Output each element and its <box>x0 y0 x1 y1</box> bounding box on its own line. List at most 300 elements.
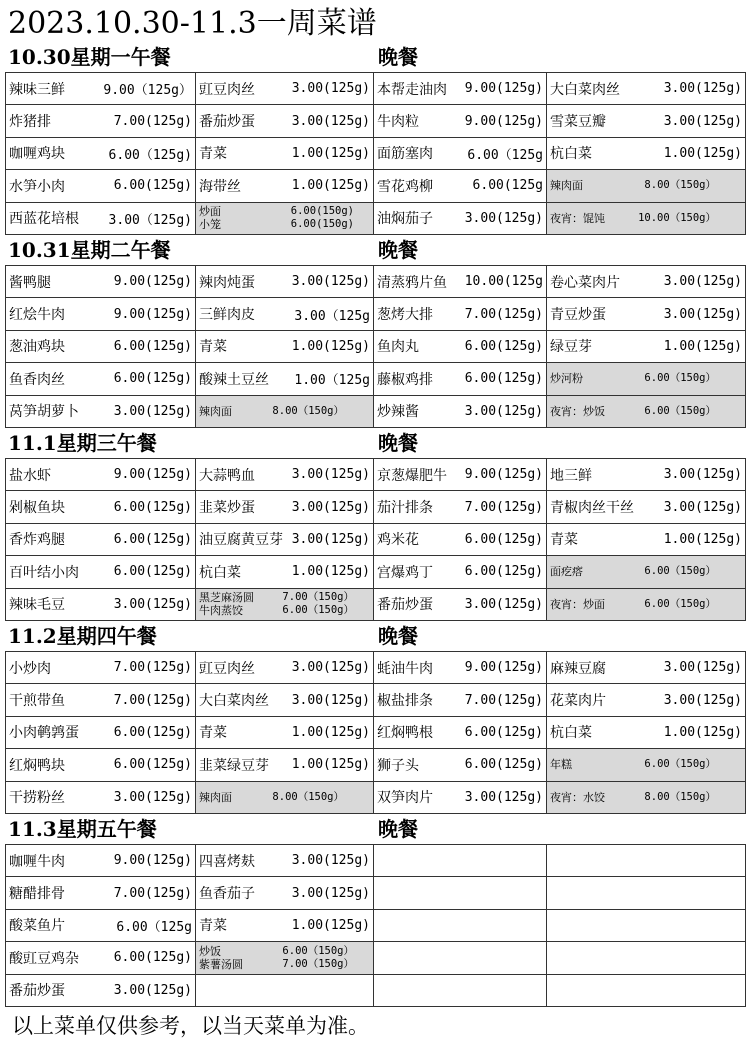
dish-price: 3.00(125g) <box>113 982 192 998</box>
special-item <box>199 604 370 617</box>
dish-price: 6.00(125g) <box>464 338 543 354</box>
dish-price: 7.00(125g) <box>464 692 543 708</box>
dish-cell <box>196 170 374 202</box>
dish-name: 卷心菜肉片 <box>550 274 620 291</box>
dish-cell <box>547 137 746 169</box>
dish-price: 6.00（150g） <box>644 565 716 578</box>
dish-name: 韭菜绿豆芽 <box>199 757 269 774</box>
table-row <box>6 73 746 105</box>
dish-cell <box>6 202 196 234</box>
dish-name: 杭白菜 <box>550 146 592 163</box>
dish-name: 椒盐排条 <box>377 693 433 710</box>
dish-name: 西蓝花培根 <box>9 211 79 228</box>
dish-price: 6.00(125g) <box>464 724 543 740</box>
dish-price: 1.00(125g) <box>291 564 370 580</box>
dish-name: 鸡米花 <box>377 532 419 549</box>
dish-price: 3.00（125g <box>294 308 370 324</box>
table-row <box>6 523 746 555</box>
special-item <box>199 958 370 971</box>
dish-price: 8.00（150g） <box>644 790 716 803</box>
dish-cell <box>374 395 547 427</box>
dish-cell <box>374 781 547 813</box>
dish-price: 3.00(125g) <box>291 885 370 901</box>
dish-name: 大蒜鸭血 <box>199 467 255 484</box>
table-row <box>6 749 746 781</box>
dish-price: 6.00(125g) <box>464 371 543 387</box>
dish-price: 1.00(125g) <box>663 531 742 547</box>
table-row <box>6 137 746 169</box>
dish-name: 辣肉面 <box>550 179 583 193</box>
lunch-heading: 11.3星期五午餐 <box>8 817 157 841</box>
empty-cell <box>374 942 547 974</box>
dish-price: 9.00(125g) <box>113 274 192 290</box>
special-item-cell <box>196 942 374 974</box>
dish-price: 8.00（150g） <box>644 179 716 192</box>
dish-name: 咖喱牛肉 <box>9 853 65 870</box>
special-item-cell <box>196 202 374 234</box>
dish-price: 3.00(125g) <box>291 692 370 708</box>
dish-name: 豇豆肉丝 <box>199 660 255 677</box>
dish-name: 绿豆芽 <box>550 339 592 356</box>
dish-name: 葱油鸡块 <box>9 339 65 356</box>
table-row <box>6 588 746 620</box>
dish-name: 盐水虾 <box>9 467 51 484</box>
dish-name: 青菜 <box>199 918 227 935</box>
dish-cell <box>547 73 746 105</box>
dish-cell <box>6 491 196 523</box>
dish-name: 青豆炒蛋 <box>550 307 606 324</box>
dish-cell <box>6 395 196 427</box>
dish-price: 3.00(125g) <box>464 789 543 805</box>
dish-name: 四喜烤麸 <box>199 853 255 870</box>
dish-name: 炒辣酱 <box>377 404 419 421</box>
dish-name: 蚝油牛肉 <box>377 660 433 677</box>
empty-cell <box>374 845 547 877</box>
dish-cell <box>196 909 374 941</box>
dish-price: 3.00(125g) <box>663 660 742 676</box>
table-row <box>6 105 746 137</box>
dish-price: 1.00(125g) <box>291 145 370 161</box>
dish-name: 年糕 <box>550 758 572 772</box>
special-item <box>199 945 370 958</box>
dish-name: 香炸鸡腿 <box>9 532 65 549</box>
dish-price: 6.00(125g) <box>113 371 192 387</box>
dish-price: 1.00(125g) <box>291 338 370 354</box>
dish-cell <box>196 523 374 555</box>
dish-price: 7.00（150g） <box>282 591 354 604</box>
dish-cell <box>547 298 746 330</box>
dish-name: 酸辣土豆丝 <box>199 371 269 388</box>
dish-name: 番茄炒蛋 <box>199 114 255 131</box>
dish-name: 面疙瘩 <box>550 565 583 579</box>
dish-price: 8.00（150g） <box>272 790 344 803</box>
day-header <box>0 235 750 265</box>
dish-name: 炒饭 <box>199 944 221 958</box>
dish-price: 7.00(125g) <box>464 306 543 322</box>
dish-name: 夜宵：炒饭 <box>550 404 605 418</box>
dish-cell <box>6 845 196 877</box>
dish-price: 7.00(125g) <box>113 885 192 901</box>
dish-name: 杭白菜 <box>199 564 241 581</box>
dish-name: 干捞粉丝 <box>9 790 65 807</box>
dish-cell <box>6 909 196 941</box>
dish-name: 藤椒鸡排 <box>377 371 433 388</box>
dish-price: 6.00(125g) <box>113 499 192 515</box>
dish-cell <box>374 491 547 523</box>
special-item-cell <box>547 588 746 620</box>
table-row <box>6 716 746 748</box>
dish-name: 京葱爆肥牛 <box>377 467 447 484</box>
dish-name: 杭白菜 <box>550 725 592 742</box>
dish-price: 6.00(125g) <box>113 724 192 740</box>
special-item <box>550 791 742 804</box>
dish-cell <box>196 298 374 330</box>
dish-price: 6.00(125g <box>472 178 543 194</box>
dish-price: 3.00(125g) <box>663 306 742 322</box>
day-header <box>0 621 750 651</box>
dinner-heading: 晚餐 <box>378 817 418 841</box>
dish-price: 6.00（150g） <box>644 372 716 385</box>
table-row <box>6 684 746 716</box>
dish-name: 咖喱鸡块 <box>9 146 65 163</box>
dish-name: 雪花鸡柳 <box>377 178 433 195</box>
dish-price: 8.00（150g） <box>272 404 344 417</box>
dish-name: 酸菜鱼片 <box>9 918 65 935</box>
special-item <box>199 791 370 804</box>
dish-price: 3.00(125g) <box>663 692 742 708</box>
empty-cell <box>196 974 374 1006</box>
dish-price: 9.00(125g) <box>113 306 192 322</box>
day-section <box>0 235 750 421</box>
special-item <box>550 565 742 578</box>
special-item-cell <box>196 395 374 427</box>
special-item-cell <box>196 781 374 813</box>
dish-price: 6.00(125g) <box>113 531 192 547</box>
dish-name: 油豆腐黄豆芽 <box>199 532 283 549</box>
dish-name: 干煎带鱼 <box>9 693 65 710</box>
table-row <box>6 491 746 523</box>
dish-cell <box>547 523 746 555</box>
dish-cell <box>196 137 374 169</box>
dish-price: 3.00(125g) <box>464 210 543 226</box>
dish-price: 3.00(125g) <box>113 403 192 419</box>
dish-name: 本帮走油肉 <box>377 81 447 98</box>
dish-price: 3.00(125g) <box>291 499 370 515</box>
dish-cell <box>6 459 196 491</box>
dish-name: 三鲜肉皮 <box>199 307 255 324</box>
dish-name: 炒河粉 <box>550 372 583 386</box>
dish-cell <box>6 330 196 362</box>
dish-name: 狮子头 <box>377 757 419 774</box>
special-item <box>550 598 742 611</box>
empty-cell <box>374 974 547 1006</box>
dish-price: 6.00（150g） <box>282 944 354 957</box>
special-item-cell <box>547 202 746 234</box>
dish-price: 3.00（125g) <box>108 212 192 228</box>
dish-cell <box>547 684 746 716</box>
footer-note: 以上菜单仅供参考，以当天菜单为准。 <box>12 1014 369 1038</box>
table-row <box>6 202 746 234</box>
dish-name: 番茄炒蛋 <box>9 983 65 1000</box>
dish-cell <box>547 716 746 748</box>
dish-cell <box>374 202 547 234</box>
dish-cell <box>196 459 374 491</box>
dish-price: 3.00(125g) <box>291 853 370 869</box>
dish-price: 6.00(125g) <box>113 757 192 773</box>
dish-name: 鱼香茄子 <box>199 886 255 903</box>
dish-price: 1.00(125g) <box>663 338 742 354</box>
dish-cell <box>6 942 196 974</box>
empty-cell <box>547 877 746 909</box>
table-row <box>6 363 746 395</box>
dish-name: 辣肉炖蛋 <box>199 274 255 291</box>
dish-name: 小肉鹌鹑蛋 <box>9 725 79 742</box>
dish-cell <box>196 105 374 137</box>
empty-cell <box>374 909 547 941</box>
dish-name: 豇豆肉丝 <box>199 81 255 98</box>
dish-price: 10.00(125g <box>464 274 543 290</box>
dish-price: 9.00(125g) <box>464 113 543 129</box>
dish-cell <box>374 716 547 748</box>
menu-table <box>5 651 746 814</box>
dish-cell <box>196 491 374 523</box>
day-header <box>0 42 750 72</box>
dish-price: 1.00（125g <box>294 373 370 389</box>
dish-cell <box>547 330 746 362</box>
dish-name: 面筋塞肉 <box>377 146 433 163</box>
dish-price: 6.00（125g) <box>108 147 192 163</box>
dish-price: 9.00(125g) <box>464 467 543 483</box>
empty-cell <box>547 942 746 974</box>
dish-name: 百叶结小肉 <box>9 564 79 581</box>
dish-cell <box>6 556 196 588</box>
dish-price: 6.00（150g） <box>644 758 716 771</box>
dish-price: 9.00(125g) <box>113 467 192 483</box>
dish-price: 3.00(125g) <box>663 499 742 515</box>
dish-price: 9.00（125g） <box>103 83 192 99</box>
dish-price: 10.00（150g） <box>638 211 716 224</box>
dish-name: 剁椒鱼块 <box>9 500 65 517</box>
lunch-heading: 11.1星期三午餐 <box>8 431 157 455</box>
dish-name: 牛肉蒸饺 <box>199 604 243 618</box>
dish-name: 花菜肉片 <box>550 693 606 710</box>
dish-cell <box>196 877 374 909</box>
dish-price: 3.00(125g) <box>663 81 742 97</box>
dish-cell <box>196 716 374 748</box>
dish-name: 辣味三鲜 <box>9 81 65 98</box>
dish-cell <box>374 749 547 781</box>
dish-name: 鱼香肉丝 <box>9 371 65 388</box>
dish-cell <box>6 716 196 748</box>
day-section <box>0 814 750 1000</box>
dish-name: 青菜 <box>550 532 578 549</box>
table-row <box>6 330 746 362</box>
dish-price: 3.00(125g) <box>663 467 742 483</box>
special-item <box>199 205 370 218</box>
dish-name: 韭菜炒蛋 <box>199 500 255 517</box>
dish-price: 6.00(125g) <box>113 178 192 194</box>
dish-name: 雪菜豆瓣 <box>550 114 606 131</box>
dish-cell <box>374 556 547 588</box>
dish-cell <box>196 73 374 105</box>
dish-cell <box>6 588 196 620</box>
dish-cell <box>547 652 746 684</box>
dish-cell <box>374 459 547 491</box>
day-header <box>0 428 750 458</box>
dish-price: 3.00(125g) <box>291 274 370 290</box>
dish-price: 3.00(125g) <box>291 113 370 129</box>
dish-name: 青菜 <box>199 725 227 742</box>
dish-name: 夜宵：馄饨 <box>550 211 605 225</box>
dish-cell <box>6 266 196 298</box>
dish-cell <box>196 556 374 588</box>
dish-cell <box>374 363 547 395</box>
dish-price: 9.00(125g) <box>464 81 543 97</box>
dish-price: 6.00(150g) <box>290 218 354 231</box>
dish-name: 青椒肉丝干丝 <box>550 500 634 517</box>
dish-cell <box>6 781 196 813</box>
dish-price: 3.00(125g) <box>291 531 370 547</box>
dish-cell <box>374 652 547 684</box>
dish-name: 小炒肉 <box>9 660 51 677</box>
dish-cell <box>6 170 196 202</box>
dish-price: 6.00(150g) <box>290 205 354 218</box>
empty-cell <box>547 845 746 877</box>
dish-cell <box>374 137 547 169</box>
dish-name: 双笋肉片 <box>377 790 433 807</box>
dish-cell <box>6 877 196 909</box>
dish-name: 紫薯汤圆 <box>199 957 243 971</box>
dish-name: 水笋小肉 <box>9 178 65 195</box>
dish-cell <box>196 363 374 395</box>
dish-name: 麻辣豆腐 <box>550 660 606 677</box>
dish-price: 1.00(125g) <box>291 724 370 740</box>
special-item <box>199 591 370 604</box>
dish-price: 6.00(125g) <box>113 338 192 354</box>
dish-cell <box>374 105 547 137</box>
day-section <box>0 428 750 618</box>
dish-cell <box>196 330 374 362</box>
special-item-cell <box>547 556 746 588</box>
dish-name: 红焖鸭块 <box>9 757 65 774</box>
dish-cell <box>196 266 374 298</box>
dish-name: 辣肉面 <box>199 790 232 804</box>
special-item <box>550 179 742 192</box>
table-row <box>6 877 746 909</box>
table-row <box>6 556 746 588</box>
dish-price: 3.00(125g) <box>113 596 192 612</box>
dish-cell <box>374 266 547 298</box>
dish-name: 酱鸭腿 <box>9 274 51 291</box>
dish-cell <box>196 652 374 684</box>
dish-name: 夜宵：炒面 <box>550 597 605 611</box>
dish-name: 海带丝 <box>199 178 241 195</box>
dish-price: 1.00(125g) <box>291 757 370 773</box>
empty-cell <box>374 877 547 909</box>
dish-price: 7.00(125g) <box>113 660 192 676</box>
table-row <box>6 974 746 1006</box>
table-row <box>6 942 746 974</box>
dinner-heading: 晚餐 <box>378 624 418 648</box>
dish-price: 6.00(125g) <box>464 757 543 773</box>
dish-price: 6.00(125g) <box>113 950 192 966</box>
dish-name: 辣肉面 <box>199 404 232 418</box>
dish-name: 夜宵：水饺 <box>550 790 605 804</box>
dish-price: 3.00(125g) <box>464 403 543 419</box>
table-row <box>6 845 746 877</box>
dish-price: 6.00(125g) <box>464 564 543 580</box>
dish-cell <box>6 363 196 395</box>
special-item <box>199 405 370 418</box>
dish-price: 7.00（150g） <box>282 957 354 970</box>
special-item-cell <box>547 363 746 395</box>
dish-cell <box>374 684 547 716</box>
dish-cell <box>374 298 547 330</box>
dish-cell <box>547 266 746 298</box>
dish-cell <box>196 749 374 781</box>
table-row <box>6 266 746 298</box>
menu-table <box>5 265 746 428</box>
lunch-heading: 10.31星期二午餐 <box>8 238 171 262</box>
dish-name: 葱烤大排 <box>377 307 433 324</box>
special-item-cell <box>547 781 746 813</box>
dish-name: 红焖鸭根 <box>377 725 433 742</box>
dish-name: 番茄炒蛋 <box>377 597 433 614</box>
dish-name: 青菜 <box>199 146 227 163</box>
dish-price: 3.00(125g) <box>291 467 370 483</box>
dish-cell <box>374 588 547 620</box>
menu-table <box>5 458 746 621</box>
dish-cell <box>6 137 196 169</box>
dish-name: 宫爆鸡丁 <box>377 564 433 581</box>
special-item <box>550 405 742 418</box>
dish-cell <box>374 170 547 202</box>
dish-price: 3.00(125g) <box>291 81 370 97</box>
dish-price: 7.00(125g) <box>464 499 543 515</box>
special-item-cell <box>547 749 746 781</box>
dish-name: 红烩牛肉 <box>9 307 65 324</box>
dish-cell <box>6 652 196 684</box>
dish-name: 油焖茄子 <box>377 211 433 228</box>
menu-table <box>5 72 746 235</box>
special-item-cell <box>196 588 374 620</box>
dish-name: 大白菜肉丝 <box>199 693 269 710</box>
dish-price: 6.00（150g） <box>282 604 354 617</box>
dish-cell <box>374 73 547 105</box>
empty-cell <box>547 974 746 1006</box>
dish-price: 3.00(125g) <box>113 789 192 805</box>
table-row <box>6 395 746 427</box>
dish-price: 6.00(125g) <box>113 564 192 580</box>
dish-price: 6.00（150g） <box>644 404 716 417</box>
dish-name: 莴笋胡萝卜 <box>9 404 79 421</box>
special-item <box>550 372 742 385</box>
dish-name: 糖醋排骨 <box>9 886 65 903</box>
dish-price: 7.00(125g) <box>113 113 192 129</box>
dish-cell <box>6 73 196 105</box>
dish-price: 3.00(125g) <box>663 113 742 129</box>
dish-cell <box>6 105 196 137</box>
dish-name: 青菜 <box>199 339 227 356</box>
dish-price: 6.00（125g <box>116 919 192 935</box>
dish-price: 1.00(125g) <box>663 724 742 740</box>
dish-price: 1.00(125g) <box>663 145 742 161</box>
table-row <box>6 298 746 330</box>
dish-cell <box>6 298 196 330</box>
dish-name: 炒面 <box>199 205 221 219</box>
dish-price: 3.00(125g) <box>464 596 543 612</box>
dish-cell <box>547 491 746 523</box>
